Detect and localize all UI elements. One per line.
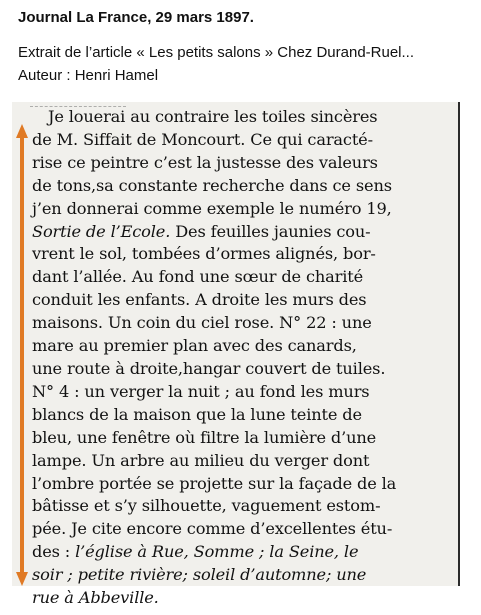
double-arrow-svg (16, 124, 28, 586)
article-line: pée. Je cite encore comme d’excellentes étu- (32, 519, 393, 539)
article-line: l’ombre portée se projette sur la façade de la (32, 473, 397, 493)
article-line-rest: Des feuilles jaunies cou- (170, 221, 371, 241)
artwork-titles: rue à Abbeville. (32, 588, 159, 608)
document-header (18, 8, 478, 86)
arrow-shaft (20, 136, 24, 574)
article-line-italic-title (32, 221, 452, 244)
article-line: rise ce peintre c’est la justesse des valeurs (32, 152, 378, 172)
artwork-title: Sortie de l’Ecole. (32, 221, 171, 241)
double-arrow-icon (16, 124, 28, 586)
article-line: N° 4 : un verger la nuit ; au fond les murs (32, 381, 370, 401)
article-line: j’en donnerai comme exemple le numéro 19, (32, 198, 392, 218)
article-line: maisons. Un coin du ciel rose. N° 22 : une (32, 313, 372, 333)
artwork-titles: soir ; petite rivière; soleil d’automne; une (32, 565, 367, 585)
article-line: lampe. Un arbre au milieu du verger dont (32, 450, 370, 470)
article-line: vrent le sol, tombées d’ormes alignés, bor- (32, 244, 376, 264)
article-line: conduit les enfants. A droite les murs des (32, 290, 367, 310)
article-line-prefix: des : (32, 542, 76, 562)
arrow-head-bottom (16, 572, 28, 586)
article-line: une route à droite,hangar couvert de tuiles. (32, 358, 386, 378)
article-line: bleu, une fenêtre où filtre la lumière d’une (32, 427, 377, 447)
document-title: Journal La France, 29 mars 1897. (18, 9, 254, 26)
article-line-mixed (32, 541, 452, 564)
article-text (32, 106, 452, 610)
newspaper-clipping (12, 102, 460, 608)
article-line: de tons,sa constante recherche dans ce sens (32, 175, 392, 195)
article-line: de M. Siffait de Moncourt. Ce qui caracté- (32, 129, 373, 149)
article-line: bâtisse et s’y silhouette, vaguement estom- (32, 496, 381, 516)
article-line: Je louerai au contraire les toiles sincères (48, 107, 378, 126)
document-subtitle: Extrait de l’article « Les petits salons » Chez Durand-Ruel... (18, 44, 415, 61)
article-line: blancs de la maison que la lune teinte de (32, 404, 362, 424)
arrow-head-top (16, 124, 28, 138)
article-line: mare au premier plan avec des canards, (32, 336, 357, 356)
article-line: dant l’allée. Au fond une sœur de charité (32, 267, 364, 287)
document-author: Auteur : Henri Hamel (18, 67, 159, 84)
artwork-titles: l’église à Rue, Somme ; la Seine, le (75, 542, 359, 562)
